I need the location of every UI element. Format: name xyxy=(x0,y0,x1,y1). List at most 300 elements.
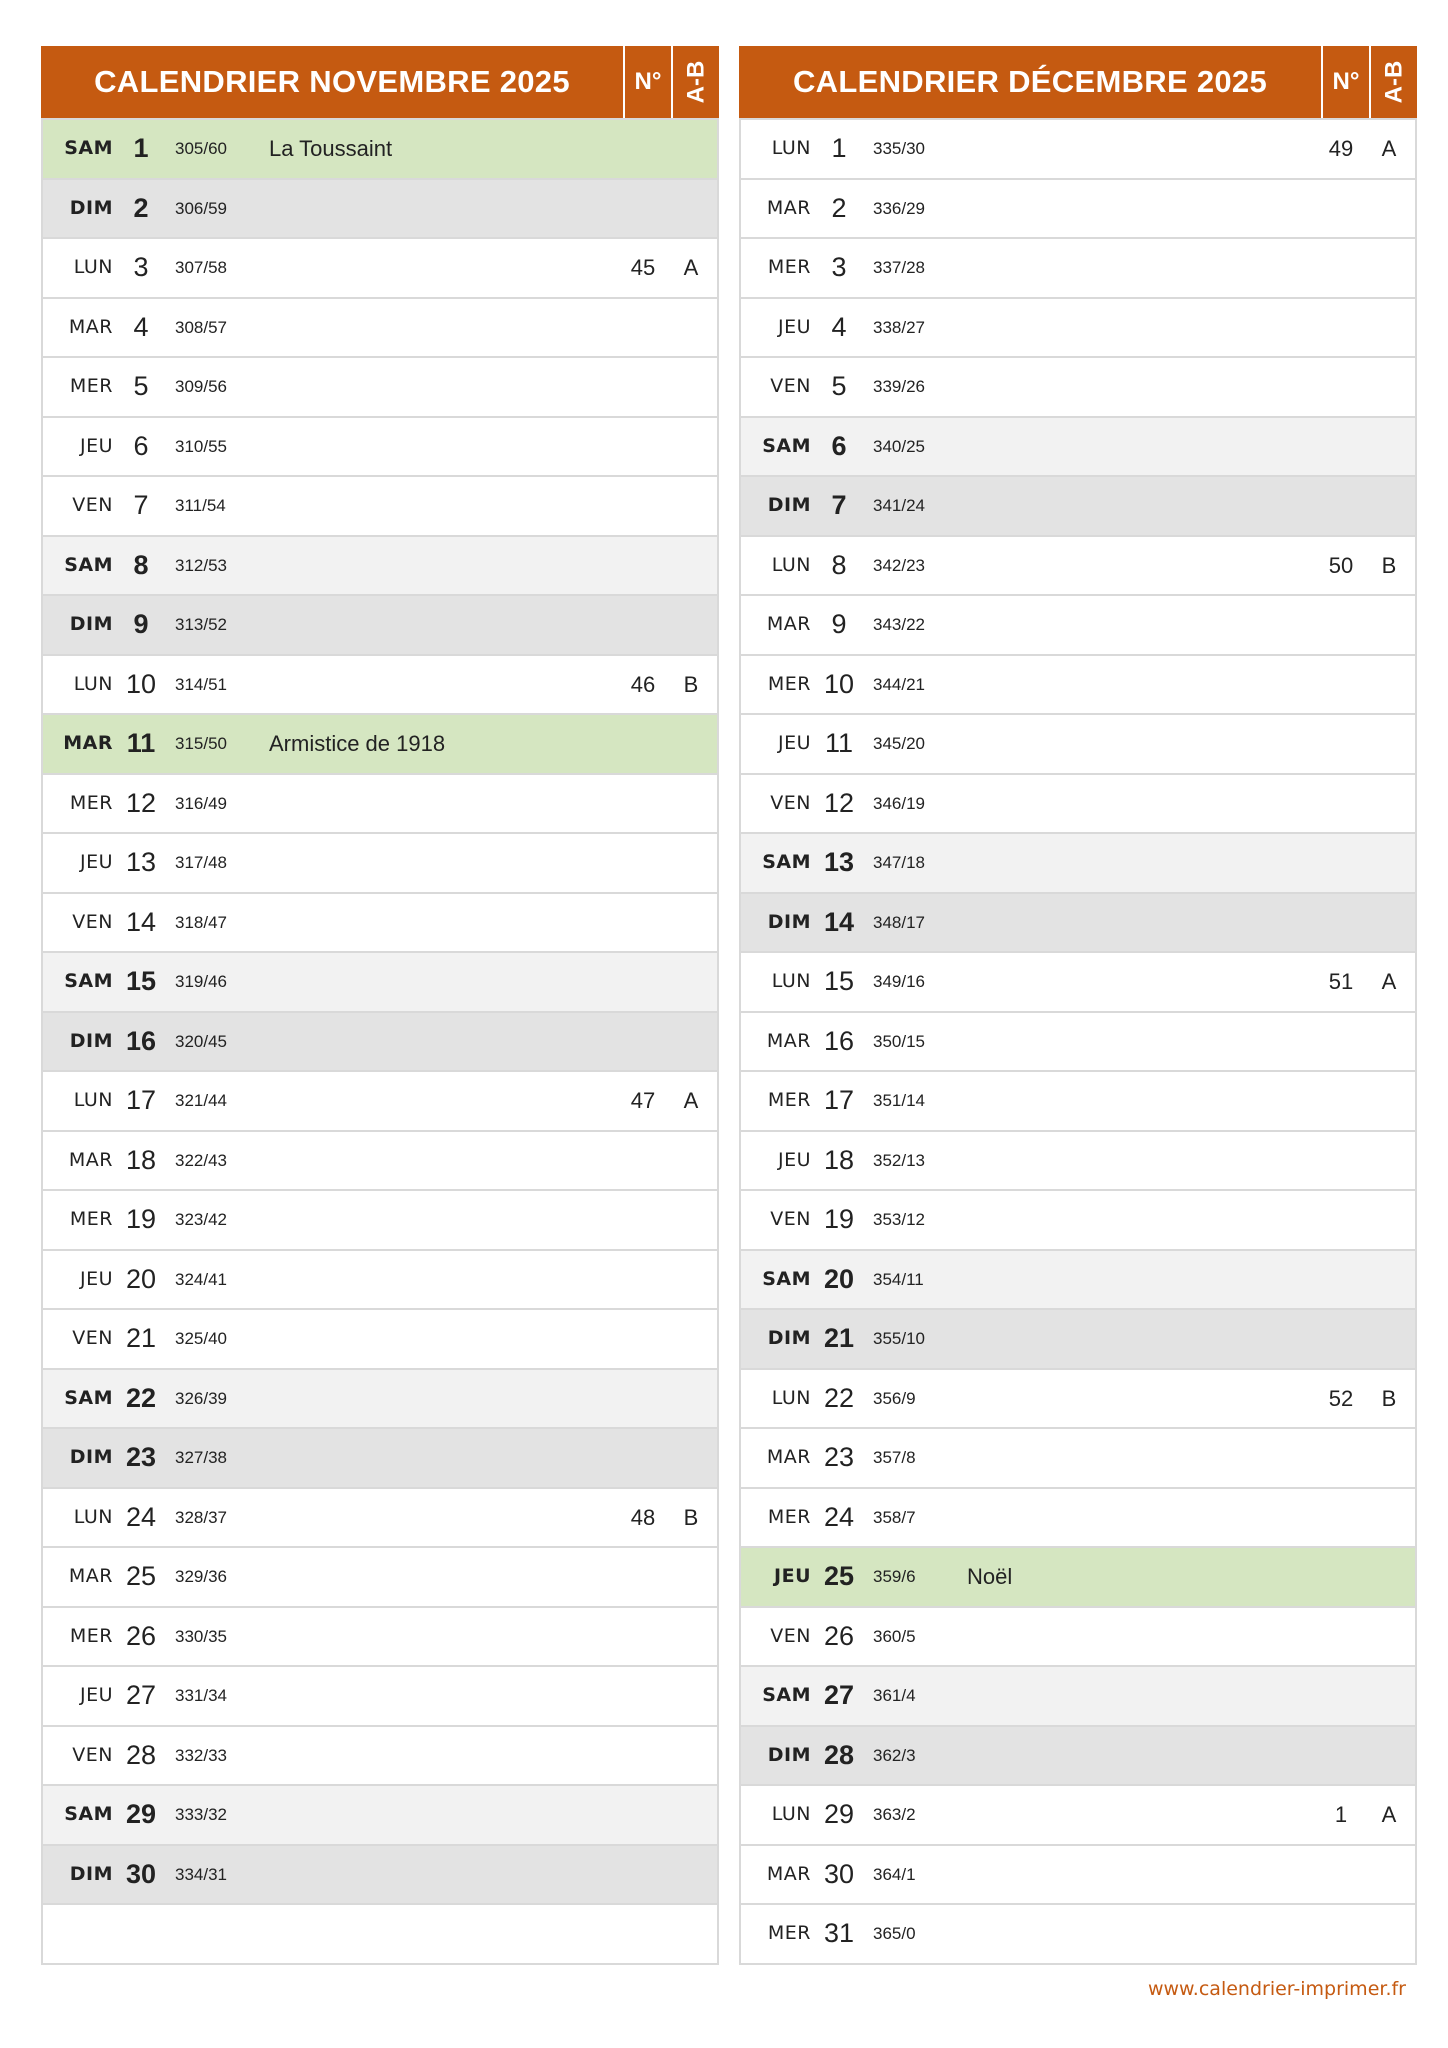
day-of-week: VEN xyxy=(72,910,113,933)
week-number xyxy=(1319,1548,1363,1606)
ab-week xyxy=(1367,239,1411,297)
day-number: 17 xyxy=(823,1085,855,1115)
day-row xyxy=(741,1130,1415,1190)
day-row xyxy=(741,416,1415,476)
day-number: 2 xyxy=(831,192,847,223)
day-of-year: 330/35 xyxy=(175,1626,227,1646)
week-number xyxy=(621,418,665,476)
day-of-week: VEN xyxy=(770,1208,811,1230)
day-of-week: VEN xyxy=(770,791,811,814)
day-number: 27 xyxy=(823,1680,855,1710)
day-number: 29 xyxy=(125,1799,157,1829)
day-row xyxy=(43,535,717,595)
ab-week-header-label: A-B xyxy=(1380,60,1407,104)
day-number: 28 xyxy=(823,1739,855,1770)
day-row xyxy=(741,535,1415,595)
week-number: 49 xyxy=(1328,136,1354,161)
day-number: 8 xyxy=(831,549,847,580)
day-of-week: MER xyxy=(767,1922,811,1944)
week-number xyxy=(1319,180,1363,238)
week-number xyxy=(621,894,665,952)
day-of-year: 329/36 xyxy=(175,1567,227,1586)
day-of-year: 314/51 xyxy=(175,674,227,694)
day-row xyxy=(43,1487,717,1547)
day-of-year: 355/10 xyxy=(873,1329,925,1348)
day-of-week: MER xyxy=(767,1505,811,1528)
day-number: 19 xyxy=(823,1204,855,1234)
day-row xyxy=(43,297,717,357)
day-of-year: 305/60 xyxy=(175,139,227,158)
day-number: 20 xyxy=(125,1263,157,1294)
day-of-week: MAR xyxy=(68,1148,113,1171)
ab-week xyxy=(1367,1489,1411,1547)
day-row xyxy=(43,773,717,833)
day-row xyxy=(43,1665,717,1725)
ab-week: B xyxy=(1381,1385,1397,1411)
holiday-name: La Toussaint xyxy=(269,136,393,161)
month-title: CALENDRIER DÉCEMBRE 2025 xyxy=(792,64,1268,99)
week-number-header: N° xyxy=(623,46,671,118)
day-number: 3 xyxy=(831,252,847,282)
ab-week xyxy=(1367,1072,1411,1130)
day-of-year: 306/59 xyxy=(175,198,227,218)
day-of-week: MER xyxy=(69,375,113,397)
day-of-year: 364/1 xyxy=(873,1864,916,1884)
day-number: 13 xyxy=(125,847,157,877)
day-number: 15 xyxy=(125,966,157,996)
week-number xyxy=(621,1905,665,1963)
day-row xyxy=(43,416,717,476)
day-of-week: LUN xyxy=(73,256,113,278)
week-number: 51 xyxy=(1328,969,1354,994)
day-row xyxy=(43,713,717,773)
day-of-week: VEN xyxy=(72,1327,113,1349)
day-of-year: 350/15 xyxy=(873,1031,925,1051)
day-of-week: JEU xyxy=(777,315,811,338)
day-row xyxy=(741,178,1415,238)
day-of-week: LUN xyxy=(771,1386,811,1409)
day-of-week: VEN xyxy=(770,1624,811,1647)
week-number xyxy=(621,775,665,833)
day-of-year: 346/19 xyxy=(873,793,925,813)
day-of-week: MER xyxy=(69,1208,113,1230)
week-number: 47 xyxy=(630,1088,656,1113)
day-number: 12 xyxy=(125,787,157,818)
day-of-week: DIM xyxy=(69,1862,113,1885)
week-number xyxy=(1319,894,1363,952)
day-of-year: 334/31 xyxy=(175,1864,227,1884)
day-number: 7 xyxy=(831,490,847,520)
ab-week xyxy=(669,1132,713,1190)
day-row xyxy=(741,475,1415,535)
day-number: 1 xyxy=(133,133,149,163)
week-number xyxy=(621,1132,665,1190)
day-of-year: 363/2 xyxy=(873,1805,916,1824)
week-number xyxy=(621,1310,665,1368)
day-of-year: 341/24 xyxy=(873,496,925,515)
day-row xyxy=(43,1189,717,1249)
ab-week xyxy=(1367,1013,1411,1071)
day-of-year: 315/50 xyxy=(175,734,227,753)
ab-week xyxy=(1367,1905,1411,1963)
week-number xyxy=(1319,715,1363,773)
day-row xyxy=(43,1308,717,1368)
ab-week-header xyxy=(671,46,719,118)
day-of-year: 308/57 xyxy=(175,317,227,337)
week-number xyxy=(1319,1727,1363,1785)
day-of-year: 354/11 xyxy=(873,1269,924,1289)
day-of-year: 347/18 xyxy=(873,853,925,872)
day-row xyxy=(741,356,1415,416)
week-number: 1 xyxy=(1334,1802,1348,1827)
ab-week xyxy=(669,1429,713,1487)
day-of-year: 324/41 xyxy=(175,1269,227,1289)
month-title: CALENDRIER NOVEMBRE 2025 xyxy=(94,64,570,99)
day-row xyxy=(741,1546,1415,1606)
ab-week xyxy=(1367,418,1411,476)
week-number xyxy=(1319,775,1363,833)
ab-week xyxy=(669,1251,713,1309)
day-of-year: 318/47 xyxy=(175,912,227,932)
day-of-year: 344/21 xyxy=(873,674,925,694)
day-of-week: LUN xyxy=(73,1505,113,1528)
week-number xyxy=(621,1013,665,1071)
day-row xyxy=(43,1130,717,1190)
week-number xyxy=(1319,656,1363,714)
day-of-year: 343/22 xyxy=(873,615,925,634)
ab-week xyxy=(669,894,713,952)
week-number xyxy=(1319,299,1363,357)
day-of-week: LUN xyxy=(771,1803,811,1825)
week-number xyxy=(1319,239,1363,297)
ab-week xyxy=(669,358,713,416)
day-row xyxy=(741,1844,1415,1904)
day-of-year: 322/43 xyxy=(175,1150,227,1170)
week-number xyxy=(621,1370,665,1428)
day-row xyxy=(741,1487,1415,1547)
day-list xyxy=(41,118,719,1965)
day-of-week: JEU xyxy=(777,1148,811,1171)
day-of-year: 313/52 xyxy=(175,615,227,634)
ab-week xyxy=(1367,358,1411,416)
day-of-year: 335/30 xyxy=(873,139,925,158)
day-of-week: MAR xyxy=(63,732,113,754)
day-number: 23 xyxy=(823,1442,855,1472)
day-of-week: MAR xyxy=(766,196,811,219)
holiday-name: Armistice de 1918 xyxy=(269,731,446,756)
day-of-week: MER xyxy=(69,791,113,814)
day-row xyxy=(741,773,1415,833)
ab-week xyxy=(1367,299,1411,357)
day-of-year: 319/46 xyxy=(175,972,227,991)
day-row xyxy=(741,1665,1415,1725)
ab-week xyxy=(1367,1191,1411,1249)
week-number xyxy=(621,1429,665,1487)
day-number: 10 xyxy=(125,668,157,699)
day-row xyxy=(43,475,717,535)
day-row xyxy=(741,594,1415,654)
day-of-year: 352/13 xyxy=(873,1150,925,1170)
day-of-year: 327/38 xyxy=(175,1448,227,1467)
day-number: 13 xyxy=(823,847,855,877)
week-number xyxy=(621,596,665,654)
ab-week xyxy=(1367,834,1411,892)
ab-week xyxy=(669,477,713,535)
week-number xyxy=(621,1608,665,1666)
day-of-year: 317/48 xyxy=(175,853,227,872)
ab-week xyxy=(1367,1132,1411,1190)
day-of-week: VEN xyxy=(72,494,113,516)
day-row xyxy=(43,1784,717,1844)
day-row xyxy=(43,356,717,416)
day-number xyxy=(113,1905,169,1963)
ab-week xyxy=(669,1905,713,1963)
day-of-week: SAM xyxy=(762,1684,811,1706)
day-number: 24 xyxy=(125,1501,157,1532)
day-row xyxy=(43,237,717,297)
day-of-week: DIM xyxy=(69,613,113,635)
day-number: 26 xyxy=(823,1620,855,1651)
week-number xyxy=(621,1727,665,1785)
day-row xyxy=(741,1784,1415,1844)
ab-week-header xyxy=(1369,46,1417,118)
day-row xyxy=(43,1070,717,1130)
week-number xyxy=(1319,1132,1363,1190)
week-number xyxy=(621,1251,665,1309)
day-number: 3 xyxy=(133,252,149,282)
ab-week xyxy=(1367,894,1411,952)
day-of-week: VEN xyxy=(770,375,811,397)
day-of-week: MAR xyxy=(766,613,811,635)
day-row xyxy=(741,1011,1415,1071)
ab-week: A xyxy=(683,255,699,280)
day-of-week: MAR xyxy=(68,1565,113,1587)
day-number: 10 xyxy=(823,668,855,699)
day-of-week: LUN xyxy=(771,137,811,159)
day-row xyxy=(43,1546,717,1606)
week-number xyxy=(1319,1072,1363,1130)
week-number xyxy=(1319,1013,1363,1071)
day-of-year: 333/32 xyxy=(175,1805,227,1824)
day-of-year: 339/26 xyxy=(873,377,925,396)
day-of-week: MAR xyxy=(766,1862,811,1885)
ab-week xyxy=(669,953,713,1011)
day-of-year: 320/45 xyxy=(175,1031,227,1051)
day-row xyxy=(741,237,1415,297)
day-number: 25 xyxy=(125,1561,157,1591)
day-of-week: DIM xyxy=(767,910,811,933)
day-row xyxy=(741,1606,1415,1666)
day-row xyxy=(43,118,717,178)
ab-week xyxy=(1367,1429,1411,1487)
day-number: 14 xyxy=(823,906,855,937)
day-number: 4 xyxy=(831,311,847,342)
day-number: 8 xyxy=(133,549,149,580)
ab-week xyxy=(1367,1846,1411,1904)
day-of-week: SAM xyxy=(762,1267,811,1290)
day-number: 11 xyxy=(824,728,854,758)
day-of-week: DIM xyxy=(69,1446,113,1468)
week-number xyxy=(1319,1310,1363,1368)
day-row xyxy=(43,1725,717,1785)
day-of-week: JEU xyxy=(774,1565,811,1587)
november-calendar xyxy=(41,46,719,1965)
day-row xyxy=(43,178,717,238)
week-number xyxy=(1319,1905,1363,1963)
ab-week xyxy=(669,537,713,595)
day-of-week: JEU xyxy=(79,434,113,457)
day-of-week: LUN xyxy=(771,553,811,576)
day-of-year: 353/12 xyxy=(873,1210,925,1229)
day-of-year: 359/6 xyxy=(873,1567,916,1586)
day-number: 4 xyxy=(133,311,149,342)
day-of-week: MAR xyxy=(68,315,113,338)
day-of-week: SAM xyxy=(64,1386,113,1409)
day-of-year: 351/14 xyxy=(873,1091,925,1110)
day-row xyxy=(43,1427,717,1487)
week-number xyxy=(621,1846,665,1904)
day-of-year: 342/23 xyxy=(873,555,925,575)
week-number: 45 xyxy=(630,255,656,280)
ab-week xyxy=(669,1548,713,1606)
day-of-week: DIM xyxy=(69,196,113,219)
day-number: 5 xyxy=(133,371,149,401)
ab-week xyxy=(1367,1251,1411,1309)
ab-week xyxy=(669,596,713,654)
day-number: 22 xyxy=(125,1382,157,1413)
day-number: 1 xyxy=(831,133,847,163)
day-of-year: 338/27 xyxy=(873,317,925,337)
day-number: 30 xyxy=(125,1858,157,1889)
day-number: 21 xyxy=(823,1323,855,1353)
day-row xyxy=(741,832,1415,892)
day-of-year: 321/44 xyxy=(175,1091,227,1110)
week-number xyxy=(621,1191,665,1249)
ab-week xyxy=(1367,1667,1411,1725)
ab-week: A xyxy=(1381,969,1397,994)
day-row xyxy=(741,297,1415,357)
day-number: 11 xyxy=(126,728,156,758)
day-of-year: 332/33 xyxy=(175,1745,227,1765)
day-row xyxy=(741,1427,1415,1487)
ab-week xyxy=(1367,775,1411,833)
week-number xyxy=(621,358,665,416)
day-list xyxy=(739,118,1417,1965)
day-of-year: 326/39 xyxy=(175,1388,227,1408)
day-number: 30 xyxy=(823,1858,855,1889)
day-number: 29 xyxy=(823,1799,855,1829)
day-number: 15 xyxy=(823,966,855,996)
day-of-year: 309/56 xyxy=(175,377,227,396)
day-of-week: SAM xyxy=(64,970,113,992)
ab-week: B xyxy=(1381,552,1397,578)
ab-week xyxy=(669,1667,713,1725)
day-number: 23 xyxy=(125,1442,157,1472)
day-of-week: JEU xyxy=(777,732,811,754)
week-number: 52 xyxy=(1328,1385,1354,1411)
day-of-week: MER xyxy=(767,672,811,695)
day-of-week: DIM xyxy=(767,1327,811,1349)
ab-week xyxy=(1367,1727,1411,1785)
day-number: 5 xyxy=(831,371,847,401)
week-number xyxy=(1319,596,1363,654)
day-number: 21 xyxy=(125,1323,157,1353)
day-number: 16 xyxy=(125,1025,157,1056)
week-number xyxy=(1319,1429,1363,1487)
week-number xyxy=(1319,1846,1363,1904)
day-of-week: MER xyxy=(69,1624,113,1647)
day-number: 9 xyxy=(831,609,847,639)
day-number: 31 xyxy=(823,1918,855,1948)
day-of-week: JEU xyxy=(79,1267,113,1290)
day-of-week: JEU xyxy=(79,851,113,873)
ab-week xyxy=(669,180,713,238)
ab-week xyxy=(669,1013,713,1071)
day-row xyxy=(43,832,717,892)
day-number: 6 xyxy=(133,430,149,461)
ab-week xyxy=(669,834,713,892)
day-number: 7 xyxy=(133,490,149,520)
day-of-week: DIM xyxy=(767,494,811,516)
week-number xyxy=(1319,418,1363,476)
day-number: 22 xyxy=(823,1382,855,1413)
day-of-year: 307/58 xyxy=(175,258,227,277)
day-number: 24 xyxy=(823,1501,855,1532)
ab-week: B xyxy=(683,671,699,697)
ab-week: A xyxy=(1381,136,1397,161)
day-row xyxy=(43,1011,717,1071)
day-of-week: SAM xyxy=(64,137,113,159)
day-of-year: 340/25 xyxy=(873,436,925,456)
week-number xyxy=(621,834,665,892)
week-number xyxy=(621,537,665,595)
ab-week xyxy=(1367,1608,1411,1666)
day-of-year: 349/16 xyxy=(873,972,925,991)
day-row xyxy=(43,1249,717,1309)
ab-week xyxy=(1367,1310,1411,1368)
day-of-week: MAR xyxy=(766,1446,811,1468)
day-of-week: VEN xyxy=(72,1743,113,1766)
week-number xyxy=(1319,1667,1363,1725)
ab-week xyxy=(669,1310,713,1368)
day-of-year: 337/28 xyxy=(873,258,925,277)
day-row xyxy=(43,654,717,714)
day-number: 18 xyxy=(823,1144,855,1175)
ab-week xyxy=(1367,656,1411,714)
day-of-year: 331/34 xyxy=(175,1686,227,1705)
day-row xyxy=(741,1249,1415,1309)
day-of-year: 328/37 xyxy=(175,1507,227,1527)
ab-week xyxy=(669,1846,713,1904)
week-number xyxy=(1319,1608,1363,1666)
ab-week: B xyxy=(683,1504,699,1530)
ab-week xyxy=(669,120,713,178)
week-number xyxy=(1319,834,1363,892)
day-number: 14 xyxy=(125,906,157,937)
ab-week xyxy=(1367,715,1411,773)
month-header xyxy=(41,46,719,118)
week-number xyxy=(1319,1251,1363,1309)
day-of-year: 360/5 xyxy=(873,1626,916,1646)
ab-week xyxy=(669,1727,713,1785)
week-number xyxy=(621,477,665,535)
week-number xyxy=(621,1548,665,1606)
week-number: 48 xyxy=(630,1504,656,1530)
day-of-week: SAM xyxy=(64,1803,113,1825)
day-of-year: 316/49 xyxy=(175,793,227,813)
day-row xyxy=(43,1606,717,1666)
day-row xyxy=(741,1070,1415,1130)
